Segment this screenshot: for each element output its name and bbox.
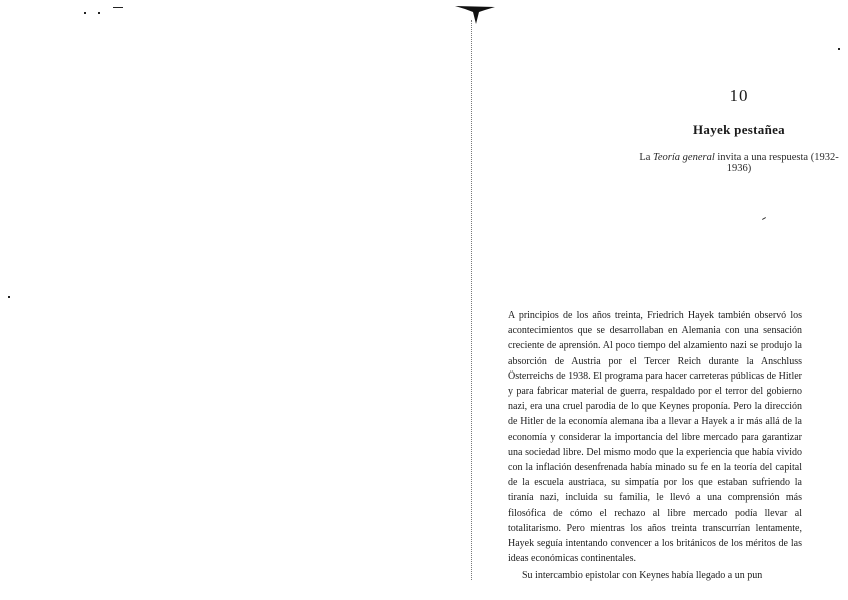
body-paragraph-2: Su intercambio epistolar con Keynes había llegado a un pun xyxy=(522,570,763,582)
subtitle-rest: invita a una respuesta (1932-1936) xyxy=(717,152,839,174)
scan-speck xyxy=(113,7,123,8)
scan-speck xyxy=(8,296,10,298)
subtitle-book-title: Teoría general xyxy=(653,152,715,163)
right-page xyxy=(470,0,848,600)
scan-speck xyxy=(762,217,766,220)
subtitle-prefix: La xyxy=(639,152,651,163)
chapter-body xyxy=(508,308,802,584)
body-paragraph-1: A principios de los años treinta, Friedrich Hayek también observó los acontecimientos que se desarrollaban en Alemania con una sensación creciente de aprensión. Al poco tiempo del alzamiento nazi se produjo la absorción de Austria por el Tercer Reich durante la Anschluss Österreichs de 1938. El programa para hacer carreteras públicas de Hitler y para fabricar material de guerra, respaldado por el terror del gobierno nazi, era una cruel parodia de lo que Keynes proponía. Pero la dirección de Hitler de la economía alemana iba a llevar a Hayek a ir más allá de la economía y considerar la importancia del libre mercado para garantizar una sociedad libre. Del mismo modo que la experiencia que había vivido con la inflación desenfrenada había minado su fe en la teoría del capital de la escuela austriaca, su simpatía por los que estaban sufriendo la tiranía nazi, incluida su familia, le llevó a una comprensión más filosófica de cómo el rechazo al libre mercado podía llevar al totalitarismo. Pero mientras los años treinta transcurrían lentamente, Hayek seguía intentando convencer a los británicos de los méritos de las ideas económicas continentales. xyxy=(508,310,802,565)
chapter-title: Hayek pestañea xyxy=(693,122,785,137)
chapter-subtitle xyxy=(470,152,848,174)
chapter-number: 10 xyxy=(729,86,749,105)
scan-speck xyxy=(84,12,86,14)
scan-speck xyxy=(838,48,840,50)
scan-speck xyxy=(98,12,100,14)
